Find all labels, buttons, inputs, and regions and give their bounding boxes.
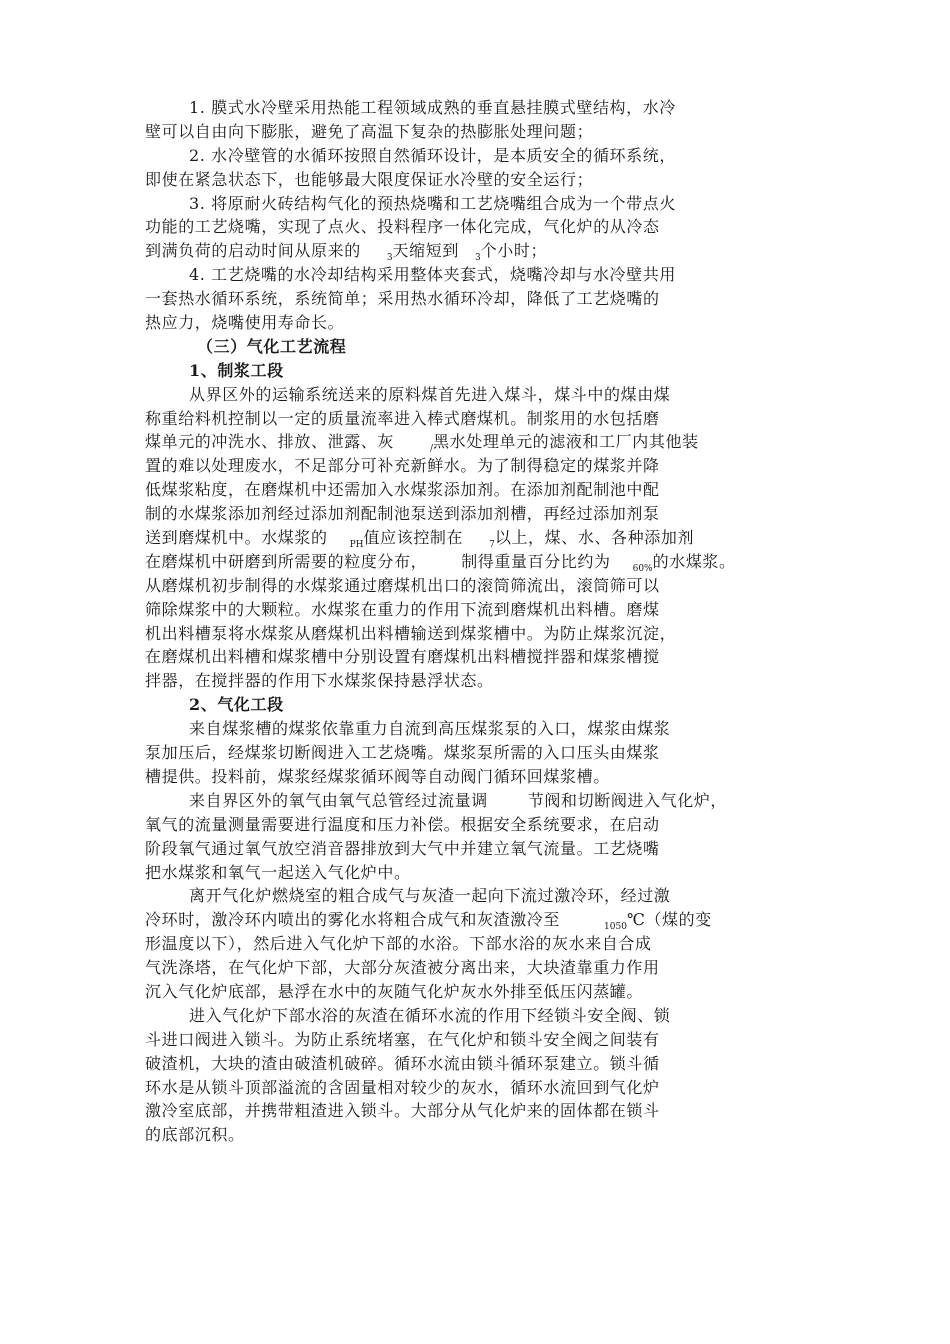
- text-line: 氧气的流量测量需要进行温度和压力补偿。根据安全系统要求，在启动: [145, 814, 660, 834]
- section-heading: （三）气化工艺流程: [197, 336, 347, 356]
- text-line: 1. 膜式水冷壁采用热能工程领域成熟的垂直悬挂膜式壁结构，水冷: [189, 98, 676, 117]
- text-segment: ℃（煤的变: [626, 910, 712, 930]
- text-segment: 冷环时，激冷环内喷出的雾化水将粗合成气和灰渣激冷至: [145, 910, 561, 930]
- text-line: 功能的工艺烧嘴，实现了点火、投料程序一体化完成，气化炉的从冷态: [145, 217, 660, 237]
- inline-value: /: [430, 444, 434, 455]
- text-line: 把水煤浆和氧气一起送入气化炉中。: [145, 862, 411, 882]
- inline-value: 7: [489, 540, 495, 551]
- text-line: 壁可以自由向下膨胀，避免了高温下复杂的热膨胀处理问题；: [145, 121, 594, 141]
- text-line: 来自煤浆槽的煤浆依靠重力自流到高压煤浆泵的入口，煤浆由煤浆: [189, 719, 671, 739]
- text-line: 离开气化炉燃烧室的粗合成气与灰渣一起向下流过激冷环，经过激: [189, 886, 671, 906]
- text-line: 从界区外的运输系统送来的原料煤首先进入煤斗，煤斗中的煤由煤: [189, 384, 671, 404]
- text-line: [145, 550, 805, 574]
- text-segment: 黑水处理单元的滤液和工厂内其他装: [433, 432, 699, 452]
- text-segment: 制得重量百分比约为: [461, 551, 611, 571]
- text-line: 斗进口阀进入锁斗。为防止系统堵塞，在气化炉和锁斗安全阀之间装有: [145, 1029, 660, 1049]
- text-line: 热应力，烧嘴使用寿命长。: [145, 313, 345, 333]
- text-line: 泵加压后，经煤浆切断阀进入工艺烧嘴。煤浆泵所需的入口压头由煤浆: [145, 743, 660, 763]
- document-body: [145, 96, 805, 1147]
- text-line: 破渣机，大块的渣由破渣机破碎。循环水流由锁斗循环泵建立。锁斗循: [145, 1053, 660, 1073]
- inline-value: PH: [349, 540, 364, 551]
- text-segment: 以上，煤、水、各种添加剂: [494, 528, 695, 548]
- text-line: [145, 789, 805, 813]
- inline-value: 60%: [632, 563, 653, 574]
- text-segment: 煤单元的冲洗水、排放、泄露、灰: [145, 432, 395, 452]
- text-line: 低煤浆粘度，在磨煤机中还需加入水煤浆添加剂。在添加剂配制池中配: [145, 480, 660, 500]
- text-segment: 天缩短到: [392, 241, 459, 261]
- text-segment: 来自界区外的氧气由氧气总管经过流量调: [189, 790, 488, 810]
- text-line: 筛除煤浆中的大颗粒。水煤浆在重力的作用下流到磨煤机出料槽。磨煤: [145, 599, 660, 619]
- text-segment: 送到磨煤机中。水煤浆的: [145, 528, 328, 548]
- inline-value: 3: [386, 253, 393, 264]
- text-line: 气洗涤塔，在气化炉下部，大部分灰渣被分离出来，大块渣靠重力作用: [145, 958, 660, 978]
- text-segment: 节阀和切断阀进入气化炉，: [527, 790, 728, 810]
- text-line: 机出料槽泵将水煤浆从磨煤机出料槽输送到煤浆槽中。为防止煤浆沉淀，: [145, 623, 677, 643]
- inline-value: 1050: [604, 922, 627, 933]
- text-segment: 到满负荷的启动时间从原来的: [145, 241, 361, 261]
- text-line: 槽提供。投料前，煤浆经煤浆循环阀等自动阀门循环回煤浆槽。: [145, 766, 610, 786]
- text-line: 称重给料机控制以一定的质量流率进入棒式磨煤机。制浆用的水包括磨: [145, 408, 660, 428]
- text-line: 从磨煤机初步制得的水煤浆通过磨煤机出口的滚筒筛流出，滚筒筛可以: [145, 575, 660, 595]
- text-line: [145, 908, 805, 932]
- text-segment: 个小时；: [480, 241, 548, 261]
- text-segment: 的水煤浆。: [652, 551, 736, 571]
- text-line: 形温度以下），然后进入气化炉下部的水浴。下部水浴的灰水来自合成: [145, 934, 652, 954]
- text-line: 阶段氧气通过氧气放空消音器排放到大气中并建立氧气流量。工艺烧嘴: [145, 838, 660, 858]
- text-line: 沉入气化炉底部，悬浮在水中的灰随气化炉灰水外排至低压闪蒸罐。: [145, 981, 644, 1001]
- text-line: 进入气化炉下部水浴的灰渣在循环水流的作用下经锁斗安全阀、锁: [189, 1005, 671, 1025]
- text-line: 一套热水循环系统，系统简单；采用热水循环冷却，降低了工艺烧嘴的: [145, 289, 660, 309]
- inline-value: 3: [474, 253, 481, 264]
- text-line: [145, 239, 805, 263]
- text-line: 制的水煤浆添加剂经过添加剂配制池泵送到添加剂槽，再经过添加剂泵: [145, 504, 660, 524]
- text-line: 4. 工艺烧嘴的水冷却结构采用整体夹套式，烧嘴冷却与水冷壁共用: [189, 265, 676, 285]
- subsection-heading: 2、气化工段: [189, 695, 284, 715]
- text-line: [145, 430, 805, 454]
- text-segment: 值应该控制在: [363, 528, 464, 548]
- text-line: 即使在紧急状态下，也能够最大限度保证水冷壁的安全运行；: [145, 169, 594, 189]
- text-line: 在磨煤机出料槽和煤浆槽中分别设置有磨煤机出料槽搅拌器和煤浆槽搅: [145, 647, 660, 667]
- text-line: 拌器，在搅拌器的作用下水煤浆保持悬浮状态。: [145, 671, 494, 691]
- text-line: 2. 水冷壁管的水循环按照自然循环设计，是本质安全的循环系统，: [189, 145, 676, 165]
- text-line: [145, 526, 805, 550]
- text-segment: 在磨煤机中研磨到所需要的粒度分布，: [145, 551, 428, 571]
- subsection-heading: 1、制浆工段: [189, 360, 284, 380]
- text-line: 环水是从锁斗顶部溢流的含固量相对较少的灰水，循环水流回到气化炉: [145, 1077, 660, 1097]
- text-line: 置的难以处理废水，不足部分可补充新鲜水。为了制得稳定的煤浆并降: [145, 456, 660, 476]
- text-line: 激冷室底部，并携带粗渣进入锁斗。大部分从气化炉来的固体都在锁斗: [145, 1101, 660, 1121]
- text-line: 3. 将原耐火砖结构气化的预热烧嘴和工艺烧嘴组合成为一个带点火: [189, 193, 676, 213]
- text-line: 的底部沉积。: [145, 1125, 245, 1145]
